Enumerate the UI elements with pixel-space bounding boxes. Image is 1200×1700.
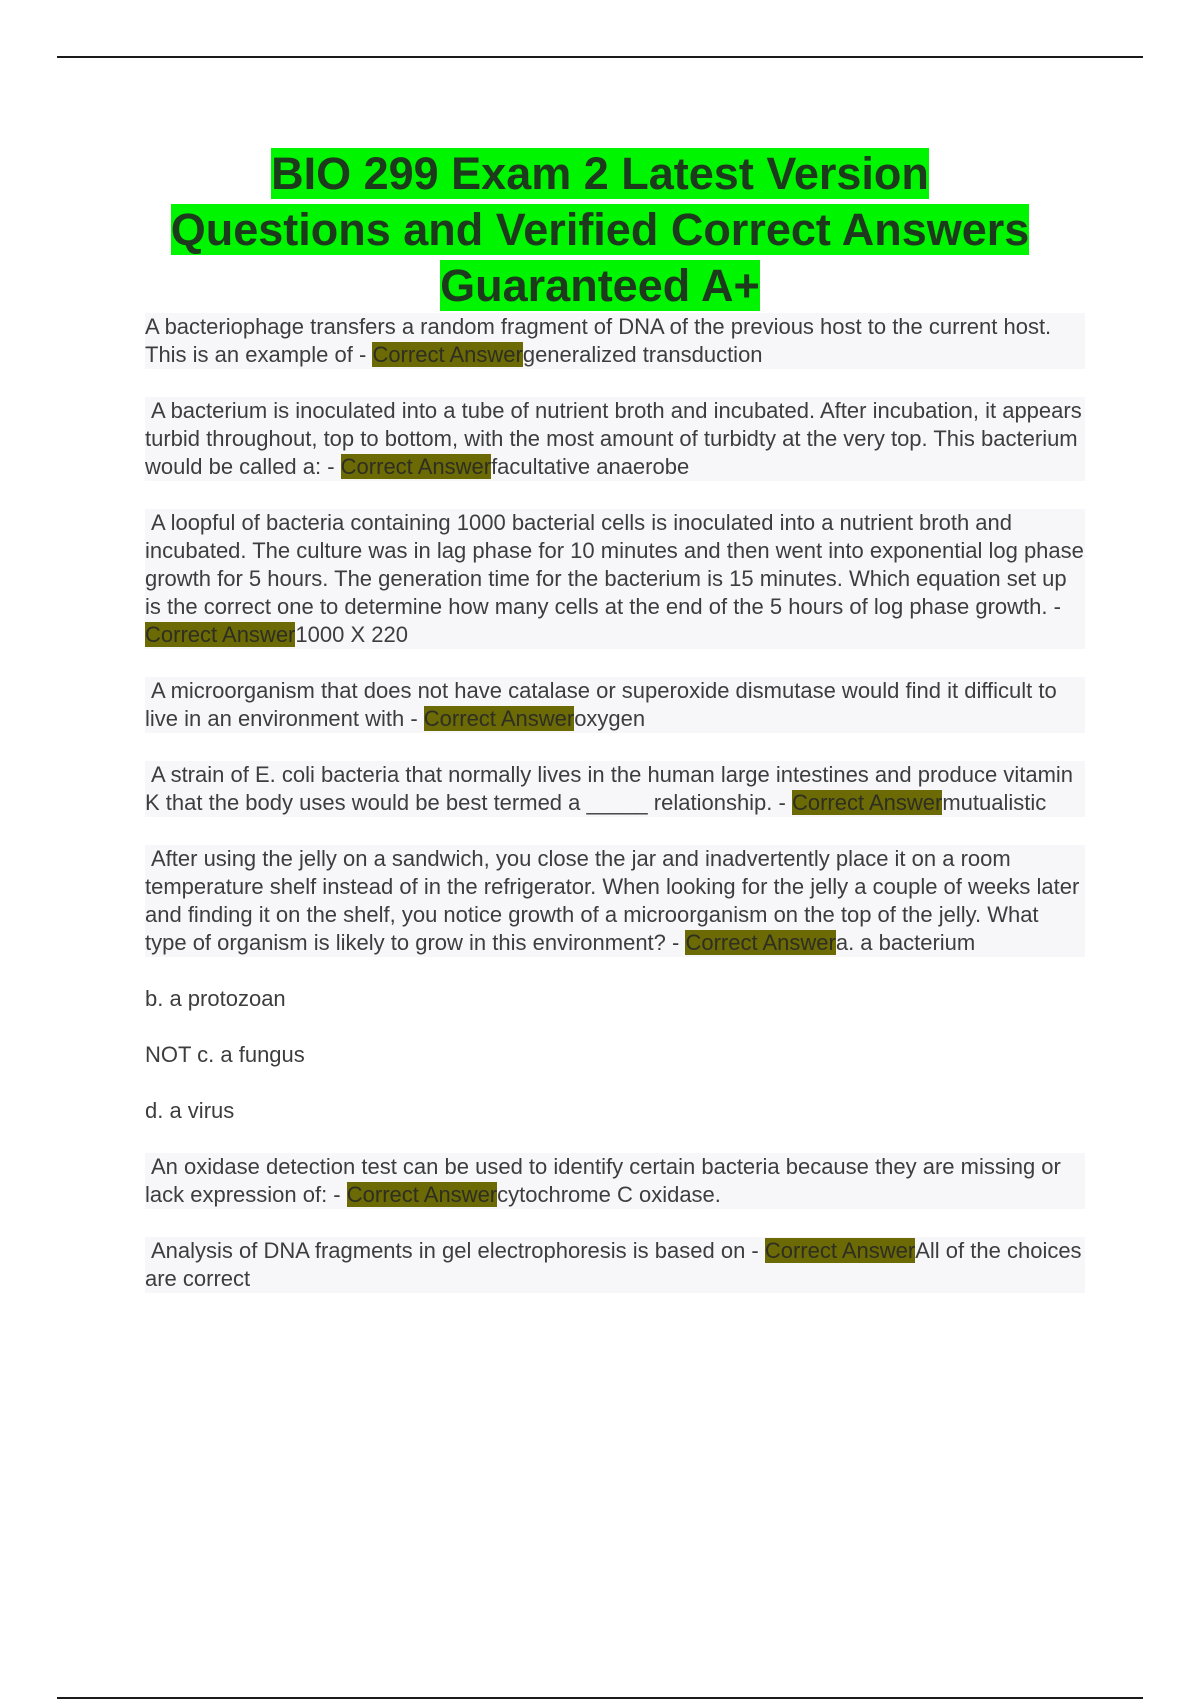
answer-tag: Correct Answer <box>791 790 943 815</box>
answer-text: 1000 X 220 <box>295 622 408 647</box>
qa-item <box>145 397 1085 481</box>
question-text: A microorganism that does not have catalase or superoxide dismutase would find it difficult to live in an environment with - <box>145 678 1057 731</box>
answer-tag: Correct Answer <box>764 1238 916 1263</box>
answer-tag: Correct Answer <box>340 454 492 479</box>
answer-text: cytochrome C oxidase. <box>497 1182 721 1207</box>
answer-text: generalized transduction <box>522 342 763 367</box>
question-text: A bacterium is inoculated into a tube of nutrient broth and incubated. After incubation, it appears turbid throughout, top to bottom, with the most amount of turbidty at the very top. This bacterium would be called a: - <box>145 398 1082 479</box>
question-text: A bacteriophage transfers a random fragment of DNA of the previous host to the current host. This is an example of - <box>145 314 1052 367</box>
question-text: An oxidase detection test can be used to identify certain bacteria because they are missing or lack expression of: - <box>145 1154 1061 1207</box>
answer-text: a. a bacterium <box>835 930 976 955</box>
answer-tag: Correct Answer <box>145 622 296 647</box>
qa-item <box>145 509 1085 649</box>
question-text: A loopful of bacteria containing 1000 bacterial cells is inoculated into a nutrient broth and incubated. The culture was in lag phase for 10 minutes and then went into exponential log phase growth for 5 hours. The generation time for the bacterium is 15 minutes. Which equation set up is the correct one to determine how many cells at the end of the 5 hours of log phase growth. - <box>145 510 1084 619</box>
question-text: After using the jelly on a sandwich, you close the jar and inadvertently place it on a room temperature shelf instead of in the refrigerator. When looking for the jelly a couple of weeks later and finding it on the shelf, you notice growth of a microorganism on the top of the jelly. What type of organism is likely to grow in this environment? - <box>145 846 1080 955</box>
answer-option: b. a protozoan <box>145 986 286 1011</box>
footer-rule <box>57 1697 1143 1699</box>
title-line: BIO 299 Exam 2 Latest Version <box>271 148 929 199</box>
qa-item <box>145 761 1085 817</box>
question-text: A strain of E. coli bacteria that normally lives in the human large intestines and produce vitamin K that the body uses would be best termed a _____ relationship. - <box>145 762 1074 815</box>
qa-item <box>145 845 1085 957</box>
document-body <box>145 313 1085 1321</box>
answer-tag: Correct Answer <box>372 342 523 367</box>
title-line: Guaranteed A+ <box>440 260 760 311</box>
answer-option: NOT c. a fungus <box>145 1042 305 1067</box>
qa-item <box>145 313 1085 369</box>
answer-tag: Correct Answer <box>423 706 575 731</box>
document-title <box>130 146 1070 314</box>
question-text: Analysis of DNA fragments in gel electrophoresis is based on - <box>151 1238 765 1263</box>
answer-option: d. a virus <box>145 1098 235 1123</box>
qa-item <box>145 677 1085 733</box>
answer-text: oxygen <box>574 706 646 731</box>
answer-text: facultative anaerobe <box>491 454 690 479</box>
answer-text: mutualistic <box>942 790 1047 815</box>
answer-tag: Correct Answer <box>685 930 836 955</box>
answer-text: All of the choices are correct <box>145 1238 1082 1291</box>
qa-item <box>145 1153 1085 1209</box>
answer-tag: Correct Answer <box>346 1182 498 1207</box>
header-rule <box>57 56 1143 58</box>
title-line: Questions and Verified Correct Answers <box>170 204 1030 255</box>
qa-item <box>145 1237 1085 1293</box>
